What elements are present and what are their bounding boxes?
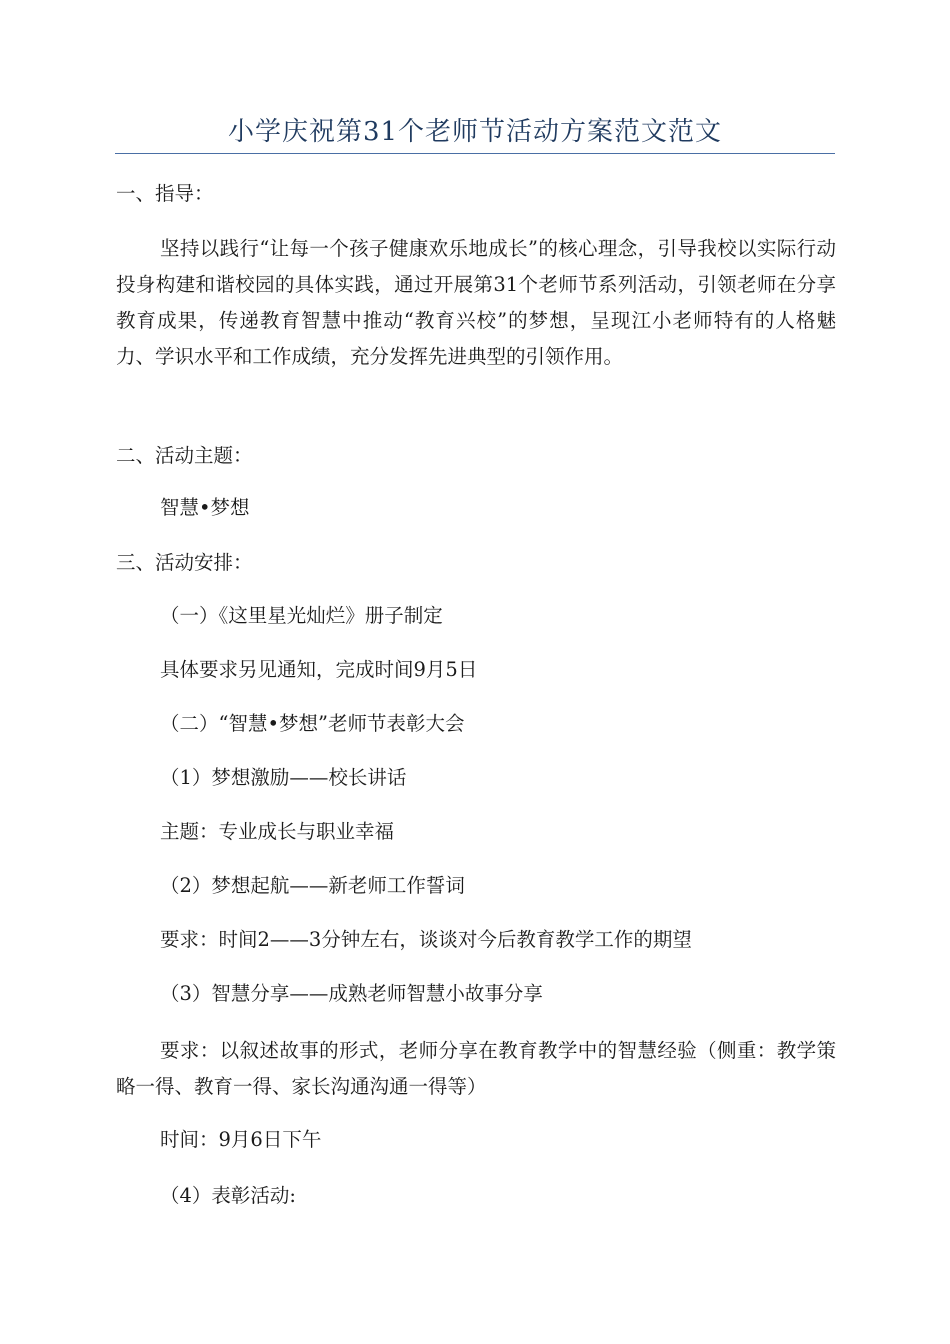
arrangement-item: （一）《这里星光灿烂》册子制定	[160, 604, 443, 627]
document-title: 小学庆祝第31个老师节活动方案范文范文	[227, 117, 723, 147]
requirement-paragraph: 要求：以叙述故事的形式，老师分享在教育教学中的智慧经验（侧重：教学策略一得、教育一得、家长沟通沟通一得等）	[116, 1039, 836, 1098]
arrangement-item: （2）梦想起航——新老师工作誓词	[160, 874, 465, 897]
award-heading: （4）表彰活动:	[160, 1184, 296, 1207]
theme-text: 智慧•梦想	[160, 496, 250, 519]
heading-theme: 二、活动主题：	[116, 444, 253, 467]
arrangement-item: （3）智慧分享——成熟老师智慧小故事分享	[160, 982, 543, 1005]
heading-arrangement: 三、活动安排：	[116, 551, 253, 574]
arrangement-item: （1）梦想激励——校长讲话	[160, 766, 407, 789]
guidance-paragraph: 坚持以践行“让每一个孩子健康欢乐地成长”的核心理念，引导我校以实际行动投身构建和谐校园的具体实践，通过开展第31个老师节系列活动，引领老师在分享教育成果，传递教育智慧中推动“教育兴校”的梦想，呈现江小老师特有的人格魅力、学识水平和工作成绩，充分发挥先进典型的引领作用。	[116, 237, 836, 368]
time-text: 时间：9月6日下午	[160, 1128, 322, 1151]
arrangement-item: （二）“智慧•梦想”老师节表彰大会	[160, 712, 465, 735]
arrangement-item: 具体要求另见通知，完成时间9月5日	[160, 658, 478, 681]
title-underline	[115, 153, 835, 154]
arrangement-item: 要求：时间2——3分钟左右，谈谈对今后教育教学工作的期望	[160, 928, 692, 951]
arrangement-item: 主题：专业成长与职业幸福	[160, 820, 395, 843]
heading-guidance: 一、指导：	[116, 182, 214, 205]
